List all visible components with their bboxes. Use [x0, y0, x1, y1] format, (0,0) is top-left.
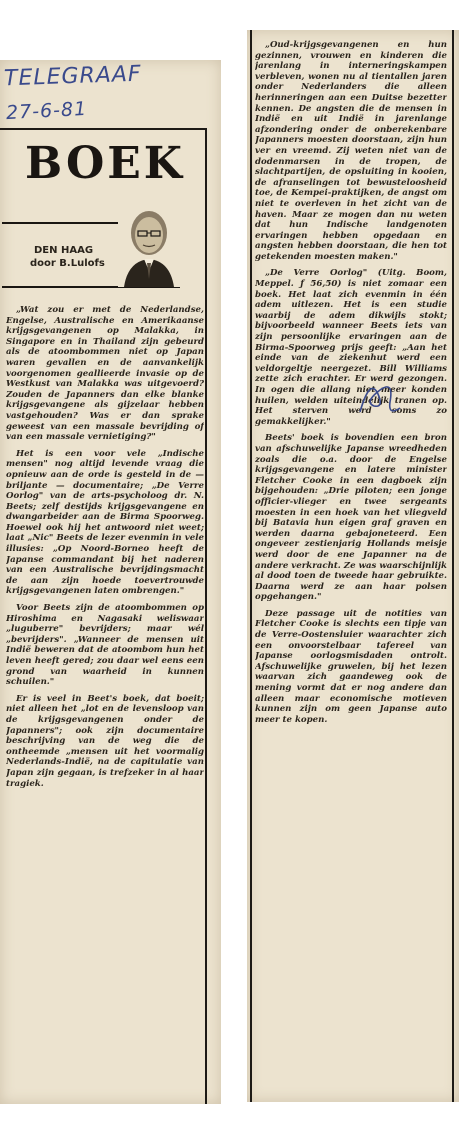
paragraph: „Wat zou er met de Nederlandse, Engelse, Australische en Amerikaanse krijgsgevangenen op Malakka, in Singapore en in Thailand zijn gebeurd als de atoombommen niet op Japan waren gevallen en de aanvankelijk voorgenomen geallieerde invasie op de Westkust van Malakka was uitgevoerd? Zouden de Japanners dan elke blanke krijgsgevangene als gijzelaar hebben vastgehouden? Was er dan sprake geweest van een massale bevrijding of van een massale vernietiging?" [6, 305, 204, 443]
section-title: BOEK [24, 138, 186, 189]
portrait-illustration [118, 203, 180, 287]
byline-author: door B.Lulofs [30, 258, 105, 269]
signature-scribble-icon [350, 372, 406, 422]
byline-city: DEN HAAG [34, 245, 94, 256]
column-rule-right-inner [452, 30, 454, 1102]
column-rule-right-outer [250, 30, 252, 1102]
author-portrait [118, 203, 180, 287]
paragraph: Deze passage uit de notities van Fletcher Cooke is slechts een tipje van de Verre-Oostensluier waarachter zich een onvoorstelbaar tafereel van Japanse oorlogsmisdaden ontrolt. Afschuwelijke gruwelen, bij het lezen waarvan zich gaandeweg ook de mening vormt dat er nog andere dan alleen maar economische motieven kunnen zijn om geen Japanse auto meer te kopen. [255, 608, 447, 725]
paragraph: „Oud-krijgsgevangenen en hun gezinnen, vrouwen en kinderen die jarenlang in interneringskampen verbleven, wonen nu al tientallen jaren onder Nederlanders die alleen herinneringen aan een Duitse bezetter kennen. De angsten die de mensen in Indië en uit Indië in jarenlange afzondering onder de onberekenbare Japanners moesten doorstaan, zijn hun ver en vreemd. Zij weten niet van de dodenmarsen in de tropen, de slachtpartijen, de opsluiting in kooien, de afranselingen tot bewusteloosheid toe, de Kempei-praktijken, de angst om niet te overleven in het zicht van de haven. Maar ze mogen dan nu weten dat hun Indische landgenoten ervaringen hebben opgedaan en angsten hebben doorstaan, die hen tot getekenden moesten maken." [255, 40, 447, 262]
paragraph: Voor Beets zijn de atoombommen op Hiroshima en Nagasaki weliswaar „luguberre" bevrijders; maar wél „bevrijders". „Wanneer de mensen uit Indië beweren dat de atoombom hun het leven heeft gered; zou daar wel eens een grond van waarheid in kunnen schuilen." [6, 603, 204, 688]
paragraph: Beets' boek is bovendien een bron van afschuwelijke Japanse wreedheden zoals die o.a. door de Engelse krijgsgevangene en latere minister Fletcher Cooke in een dagboek zijn bijgehouden: „Drie piloten; een jonge officier-vlieger en twee sergeants moesten in een hoek van het vliegveld bij Batavia hun eigen graf graven en werden daarna gebajoneteerd. Een ongeveer zestienjarig Hollands meisje werd door de ene Japanner na de andere verkracht. Ze was waarschijnlijk al dood toen de tweede haar gebruikte. Daarna werd ze aan haar polsen opgehangen." [255, 433, 447, 603]
column-rule-left [205, 128, 207, 1104]
article-right-column [255, 40, 447, 1098]
masthead-rule [0, 128, 205, 130]
paragraph: „De Verre Oorlog" (Uitg. Boom, Meppel. ƒ 56,50) is niet zomaar een boek. Het laat zich evenmin in één adem uitlezen. Het is een studie waarbij de adem dikwijls stokt; bijvoorbeeld wanneer Beets iets van zijn persoonlijke ervaringen aan de Birma-Spoorweg prijs geeft: „Aan het einde van de ziekenhut werd een veldorgeltje neergezet. Bill Williams zette zich erachter. Er werd gezongen. In ogen die allang niet meer konden huilen, welden uiteindelijk tranen op. Het sterven werd soms zo gemakkelijker." [255, 268, 447, 427]
article-left-column [6, 305, 204, 1099]
paragraph: Er is veel in Beet's boek, dat boeit; niet alleen het „lot en de levensloop van de krijgsgevangenen onder de Japanners"; ook zijn documentaire beschrijving van de weg die de ontheemde „mensen uit het voormalig Nederlands-Indië, na de capitulatie van Japan zijn gegaan, is trefzeker in al haar tragiek. [6, 693, 204, 789]
handwritten-signature-mark [350, 372, 406, 422]
handwritten-date: 27-6-81 [5, 97, 88, 125]
paragraph: Het is een voor vele „Indische mensen" nog altijd levende vraag die opnieuw aan de orde is gesteld in de — briljante — documentaire; „De Verre Oorlog" van de arts-psycholoog dr. N. Beets; zelf destijds krijgsgevangene en dwangarbeider aan de Birma Spoorweg. Hoewel ook hij het antwoord niet weet; laat „Nic" Beets de lezer evenmin in vele illusies: „Op Noord-Borneo heeft de Japanse commandant bij het naderen van een Australische bevrijdingsmacht de aan zijn hoede toevertrouwde krijgsgevangenen laten ombrengen." [6, 448, 204, 597]
handwritten-newspaper-name: TELEGRAAF [3, 61, 142, 92]
